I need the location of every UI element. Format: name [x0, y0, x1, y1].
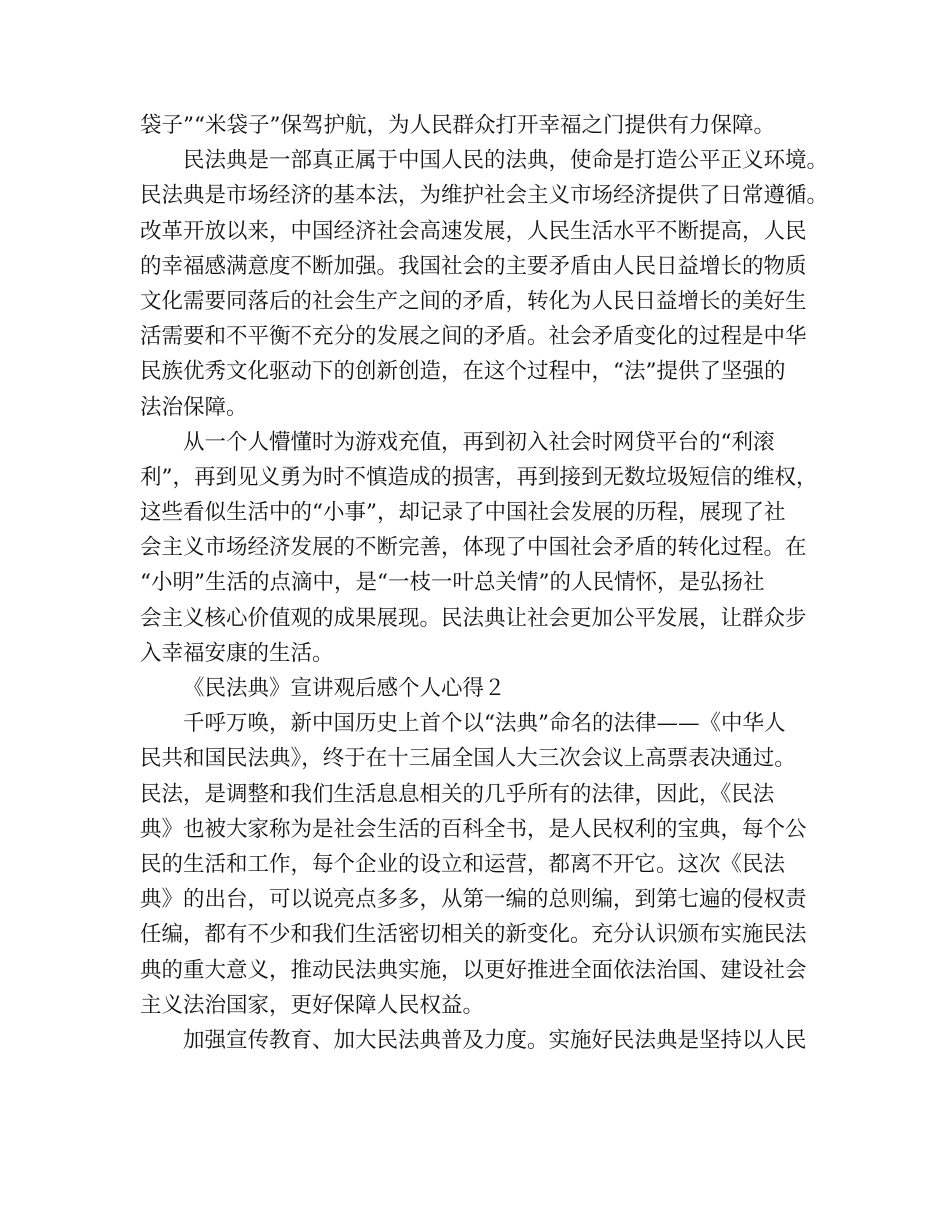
- text-line: 主义法治国家，更好保障人民权益。: [140, 992, 485, 1018]
- text-line: 加强宣传教育、加大民法典普及力度。实施好民法典是坚持以人民: [183, 1027, 807, 1053]
- text-line: 入幸福安康的生活。: [140, 640, 334, 666]
- text-line: 从一个人懵懂时为游戏充值，再到初入社会时网贷平台的“利滚: [183, 429, 775, 455]
- text-line: 文化需要同落后的社会生产之间的矛盾，转化为人民日益增长的美好生: [140, 288, 807, 314]
- text-line: 这些看似生活中的“小事”，却记录了中国社会发展的历程，展现了社: [140, 500, 786, 526]
- section-subtitle: [140, 671, 820, 706]
- text-line: 袋子”“米袋子”保驾护航，为人民群众打开幸福之门提供有力保障。: [140, 113, 775, 138]
- document-body: [140, 108, 829, 1058]
- text-line: 典的重大意义，推动民法典实施，以更好推进全面依法治国、建设社会: [140, 957, 807, 983]
- text-line: 法治保障。: [140, 394, 248, 420]
- text-line: 会主义核心价值观的成果展现。民法典让社会更加公平发展，让群众步: [140, 605, 807, 631]
- text-line: 民法，是调整和我们生活息息相关的几乎所有的法律，因此，《民法: [140, 781, 775, 807]
- text-line: 民共和国民法典》，终于在十三届全国人大三次会议上高票表决通过。: [140, 746, 796, 772]
- paragraph: [140, 143, 829, 425]
- text-line: 民的生活和工作，每个企业的设立和运营，都离不开它。这次《民法: [140, 851, 786, 877]
- text-line: 千呼万唤，新中国历史上首个以“法典”命名的法律——《中华人: [183, 711, 786, 737]
- subtitle-line: 《民法典》宣讲观后感个人心得２: [183, 676, 506, 701]
- text-line: 民法典是市场经济的基本法，为维护社会主义市场经济提供了日常遵循。: [140, 183, 829, 209]
- text-line: 民法典是一部真正属于中国人民的法典，使命是打造公平正义环境。: [183, 148, 829, 174]
- text-line: 会主义市场经济发展的不断完善，体现了中国社会矛盾的转化过程。在: [140, 535, 807, 561]
- text-line: 典》的出台，可以说亮点多多，从第一编的总则编，到第七遍的侵权责: [140, 887, 807, 913]
- text-line: 改革开放以来，中国经济社会高速发展，人民生活水平不断提高，人民: [140, 218, 807, 244]
- text-line: 任编，都有不少和我们生活密切相关的新变化。充分认识颁布实施民法: [140, 922, 807, 948]
- paragraph: [140, 425, 820, 671]
- text-line: 活需要和不平衡不充分的发展之间的矛盾。社会矛盾变化的过程是中华: [140, 324, 807, 350]
- paragraph: [140, 1023, 820, 1058]
- text-line: 典》也被大家称为是社会生活的百科全书，是人民权利的宝典，每个公: [140, 816, 807, 842]
- paragraph: [140, 706, 820, 1023]
- text-line: 利”，再到见义勇为时不慎造成的损害，再到接到无数垃圾短信的维权，: [140, 464, 818, 490]
- text-line: “小明”生活的点滴中，是“一枝一叶总关情”的人民情怀，是弘扬社: [140, 570, 765, 596]
- text-line: 的幸福感满意度不断加强。我国社会的主要矛盾由人民日益增长的物质: [140, 253, 807, 279]
- paragraph-continuation: [140, 108, 820, 143]
- text-line: 民族优秀文化驱动下的创新创造，在这个过程中，“法”提供了坚强的: [140, 359, 786, 385]
